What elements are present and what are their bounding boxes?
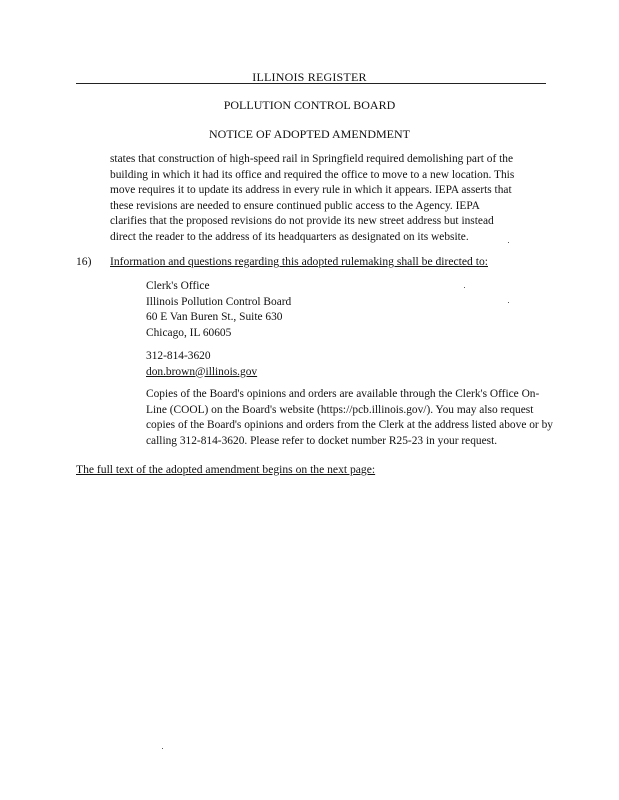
copies-paragraph [146, 387, 553, 449]
address-line: 60 E Van Buren St., Suite 630 [146, 311, 283, 323]
item-heading: Information and questions regarding this adopted rulemaking shall be directed to: [110, 255, 488, 268]
intro-line: these revisions are needed to ensure continued public access to the Agency. IEPA [110, 199, 480, 212]
copies-line: calling 312-814-3620. Please refer to docket number R25-23 in your request. [146, 434, 498, 447]
intro-line: direct the reader to the address of its headquarters as designated on its website. [110, 230, 469, 243]
address-line: Clerk's Office [146, 280, 210, 292]
scan-speck [508, 242, 509, 243]
address-line: Chicago, IL 60605 [146, 326, 232, 339]
register-title: ILLINOIS REGISTER [252, 70, 367, 84]
intro-line: building in which it had its office and required the office to move to a new location. This [110, 168, 515, 181]
intro-line: move requires it to update its address in every rule in which it appears. IEPA asserts that [110, 184, 512, 196]
address-line: Illinois Pollution Control Board [146, 295, 292, 308]
notice-title: NOTICE OF ADOPTED AMENDMENT [209, 127, 410, 141]
header-rule [76, 83, 546, 84]
copies-line: Copies of the Board's opinions and orders are available through the Clerk's Office On- [146, 388, 540, 400]
scan-speck [508, 302, 509, 303]
intro-paragraph [110, 152, 550, 245]
scan-speck [162, 748, 163, 749]
phone-number: 312-814-3620 [146, 350, 211, 362]
copies-line: Line (COOL) on the Board's website (https://pcb.illinois.gov/). You may also request [146, 403, 534, 416]
copies-line: copies of the Board's opinions and orders from the Clerk at the address listed above or by [146, 419, 553, 431]
item-number: 16) [76, 255, 92, 268]
clerk-address [146, 279, 291, 341]
email-link[interactable]: don.brown@illinois.gov [146, 365, 258, 378]
intro-line: states that construction of high-speed rail in Springfield required demolishing part of the [110, 153, 514, 165]
board-title: POLLUTION CONTROL BOARD [223, 98, 396, 112]
scan-speck [464, 287, 465, 288]
intro-line: clarifies that the proposed revisions do not provide its new street address but instead [110, 215, 494, 227]
closing-statement: The full text of the adopted amendment begins on the next page: [76, 463, 376, 476]
contact-block [146, 349, 257, 380]
